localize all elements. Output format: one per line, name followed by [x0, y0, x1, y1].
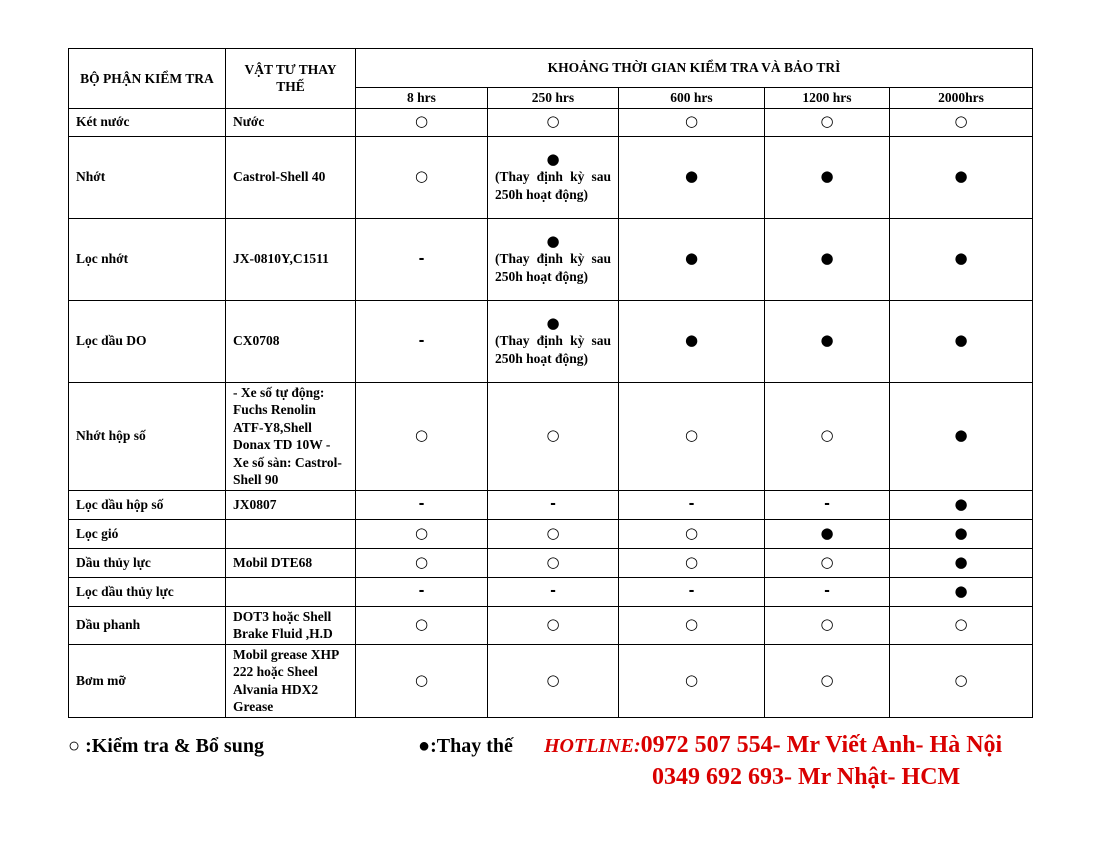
no-action-dash: -: [688, 496, 695, 513]
supply-cell: [226, 577, 356, 606]
check-circle-icon: ○: [546, 426, 560, 445]
check-circle-icon: ○: [414, 112, 429, 131]
part-cell: Lọc dầu hộp số: [69, 490, 226, 519]
no-action-dash: -: [550, 496, 556, 513]
part-cell: Nhớt: [69, 136, 226, 218]
replace-dot-icon: ●: [954, 426, 968, 445]
replace-dot-icon: ●: [954, 552, 968, 571]
header-part: BỘ PHẬN KIỂM TRA: [69, 49, 226, 109]
interval-cell: [488, 548, 619, 577]
interval-cell: [619, 108, 765, 136]
supply-cell: [226, 519, 356, 548]
interval-cell: [488, 382, 619, 490]
supply-cell: Nước: [226, 108, 356, 136]
replace-dot-icon: ●: [820, 249, 834, 268]
interval-cell: [356, 300, 488, 382]
interval-cell: [890, 606, 1033, 644]
interval-cell: [356, 490, 488, 519]
replace-dot-icon: ●: [954, 523, 968, 542]
replace-dot-icon: ●: [820, 523, 834, 542]
interval-cell: [765, 548, 890, 577]
check-circle-icon: ○: [414, 670, 429, 689]
interval-cell: [488, 644, 619, 717]
check-circle-icon: ○: [546, 523, 560, 542]
supply-cell: CX0708: [226, 300, 356, 382]
header-interval-2000: 2000hrs: [890, 88, 1033, 109]
part-cell: Nhớt hộp số: [69, 382, 226, 490]
check-circle-icon: ○: [820, 426, 834, 445]
check-circle-icon: ○: [820, 615, 834, 634]
check-circle-icon: ○: [546, 552, 560, 571]
table-body: [69, 108, 1033, 717]
table-row: [69, 300, 1033, 382]
table-row: [69, 218, 1033, 300]
hotline-line-1: [544, 732, 1002, 759]
supply-cell: JX-0810Y,C1511: [226, 218, 356, 300]
interval-cell: [356, 577, 488, 606]
no-action-dash: -: [418, 250, 425, 267]
replace-dot-icon: ●: [684, 331, 699, 350]
interval-cell: [619, 577, 765, 606]
check-circle-icon: ○: [546, 670, 560, 689]
check-circle-icon: ○: [684, 552, 699, 571]
interval-cell: [765, 136, 890, 218]
interval-cell: [488, 606, 619, 644]
interval-cell: [890, 300, 1033, 382]
replace-note: (Thay định kỳ sau 250h hoạt động): [495, 333, 611, 366]
interval-cell: [619, 136, 765, 218]
table-row: [69, 108, 1033, 136]
interval-cell: [356, 218, 488, 300]
replace-note: (Thay định kỳ sau 250h hoạt động): [495, 169, 611, 202]
part-cell: Bơm mỡ: [69, 644, 226, 717]
interval-cell: [356, 548, 488, 577]
interval-cell: [619, 644, 765, 717]
part-cell: Két nước: [69, 108, 226, 136]
check-circle-icon: ○: [820, 670, 834, 689]
replace-dot-icon: ●: [954, 331, 968, 350]
interval-cell: [765, 519, 890, 548]
interval-cell: [488, 300, 619, 382]
interval-cell: [619, 548, 765, 577]
replace-dot-icon: ●: [546, 149, 560, 168]
table-row: [69, 577, 1033, 606]
interval-cell: [765, 382, 890, 490]
check-circle-icon: ○: [414, 615, 429, 634]
supply-cell: Mobil DTE68: [226, 548, 356, 577]
check-circle-icon: ○: [546, 615, 560, 634]
table-row: [69, 606, 1033, 644]
supply-cell: JX0807: [226, 490, 356, 519]
no-action-dash: -: [550, 583, 556, 600]
replace-dot-icon: ●: [954, 167, 968, 186]
interval-cell: [765, 300, 890, 382]
replace-dot-icon: ●: [684, 249, 699, 268]
replace-dot-icon: ●: [954, 249, 968, 268]
part-cell: Dầu thủy lực: [69, 548, 226, 577]
check-circle-icon: ○: [954, 615, 968, 634]
replace-dot-icon: ●: [546, 313, 560, 332]
check-circle-icon: ○: [414, 167, 429, 186]
table-row: [69, 519, 1033, 548]
interval-cell: [890, 490, 1033, 519]
header-interval-1200: 1200 hrs: [765, 88, 890, 109]
interval-cell: [890, 577, 1033, 606]
check-circle-icon: ○: [684, 426, 699, 445]
table-row: [69, 136, 1033, 218]
interval-cell: [890, 108, 1033, 136]
interval-cell: [890, 548, 1033, 577]
check-circle-icon: ○: [546, 112, 560, 131]
interval-cell: [488, 577, 619, 606]
no-action-dash: -: [824, 496, 830, 513]
check-circle-icon: ○: [820, 112, 834, 131]
legend-replace: ●:Thay thế: [418, 735, 513, 757]
table-row: [69, 644, 1033, 717]
replace-symbol-wrap: [495, 315, 611, 333]
no-action-dash: -: [418, 496, 425, 513]
table-row: [69, 548, 1033, 577]
replace-dot-icon: ●: [820, 167, 834, 186]
interval-cell: [765, 606, 890, 644]
interval-cell: [488, 136, 619, 218]
replace-symbol-wrap: [495, 151, 611, 169]
replace-dot-icon: ●: [546, 231, 560, 250]
interval-cell: [765, 577, 890, 606]
interval-cell: [356, 108, 488, 136]
interval-cell: [488, 519, 619, 548]
hotline-number-hcm: 0349 692 693- Mr Nhật- HCM: [652, 764, 961, 790]
interval-cell: [488, 218, 619, 300]
hotline-number-hanoi: 0972 507 554- Mr Viết Anh- Hà Nội: [640, 732, 1003, 758]
hotline-line-2: [652, 764, 960, 791]
check-circle-icon: ○: [684, 112, 699, 131]
interval-cell: [356, 519, 488, 548]
interval-cell: [890, 382, 1033, 490]
interval-cell: [890, 218, 1033, 300]
no-action-dash: -: [418, 332, 425, 349]
check-circle-icon: ○: [684, 523, 699, 542]
interval-cell: [619, 490, 765, 519]
part-cell: Lọc nhớt: [69, 218, 226, 300]
check-circle-icon: ○: [954, 670, 968, 689]
interval-cell: [619, 300, 765, 382]
interval-cell: [619, 382, 765, 490]
interval-cell: [356, 606, 488, 644]
interval-cell: [890, 136, 1033, 218]
check-circle-icon: ○: [414, 523, 429, 542]
replace-dot-icon: ●: [954, 494, 968, 513]
part-cell: Lọc dầu DO: [69, 300, 226, 382]
check-circle-icon: ○: [414, 426, 429, 445]
supply-cell: Mobil grease XHP 222 hoặc Sheel Alvania HDX2 Grease: [226, 644, 356, 717]
check-circle-icon: ○: [684, 615, 699, 634]
interval-cell: [890, 644, 1033, 717]
supply-cell: - Xe số tự động: Fuchs Renolin ATF-Y8,Shell Donax TD 10W - Xe số sàn: Castrol-Shell 90: [226, 382, 356, 490]
interval-cell: [619, 519, 765, 548]
maintenance-schedule-table: [68, 48, 1033, 718]
no-action-dash: -: [418, 583, 425, 600]
part-cell: Dầu phanh: [69, 606, 226, 644]
header-interval-600: 600 hrs: [619, 88, 765, 109]
check-circle-icon: ○: [684, 670, 699, 689]
part-cell: Lọc gió: [69, 519, 226, 548]
interval-cell: [619, 606, 765, 644]
no-action-dash: -: [688, 583, 695, 600]
check-circle-icon: ○: [820, 552, 834, 571]
interval-cell: [890, 519, 1033, 548]
interval-cell: [765, 490, 890, 519]
replace-symbol-wrap: [495, 233, 611, 251]
interval-cell: [765, 644, 890, 717]
header-interval-8: 8 hrs: [356, 88, 488, 109]
hotline-label: HOTLINE:: [544, 735, 641, 757]
header-interval-title: KHOẢNG THỜI GIAN KIỂM TRA VÀ BẢO TRÌ: [356, 49, 1033, 88]
interval-cell: [356, 382, 488, 490]
interval-cell: [765, 218, 890, 300]
interval-cell: [619, 218, 765, 300]
part-cell: Lọc dầu thủy lực: [69, 577, 226, 606]
replace-dot-icon: ●: [954, 581, 968, 600]
header-interval-250: 250 hrs: [488, 88, 619, 109]
replace-dot-icon: ●: [684, 167, 699, 186]
interval-cell: [488, 490, 619, 519]
replace-dot-icon: ●: [820, 331, 834, 350]
check-circle-icon: ○: [954, 112, 968, 131]
supply-cell: DOT3 hoặc Shell Brake Fluid ,H.D: [226, 606, 356, 644]
replace-note: (Thay định kỳ sau 250h hoạt động): [495, 251, 611, 284]
interval-cell: [356, 136, 488, 218]
supply-cell: Castrol-Shell 40: [226, 136, 356, 218]
legend-check: ○ :Kiểm tra & Bổ sung: [68, 735, 264, 757]
interval-cell: [356, 644, 488, 717]
table-row: [69, 490, 1033, 519]
interval-cell: [488, 108, 619, 136]
table-row: [69, 382, 1033, 490]
check-circle-icon: ○: [414, 552, 429, 571]
interval-cell: [765, 108, 890, 136]
header-supply: VẬT TƯ THAY THẾ: [226, 49, 356, 109]
no-action-dash: -: [824, 583, 830, 600]
